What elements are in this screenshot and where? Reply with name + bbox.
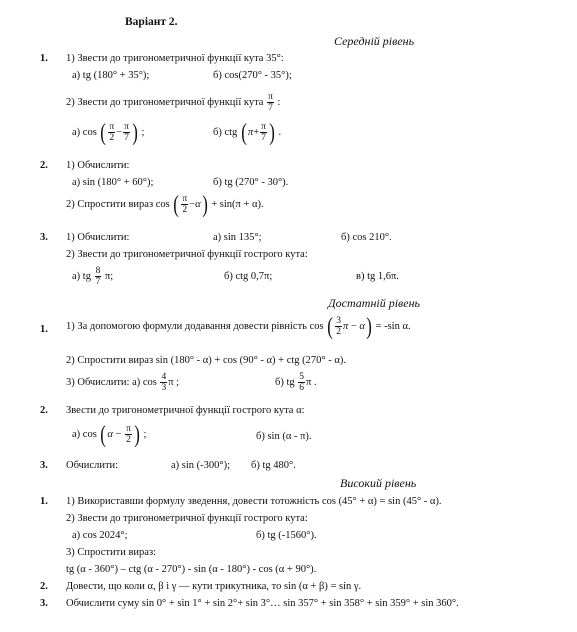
task-number: 1. [40,324,48,335]
option-b: б) ctg (π+ $\frac{\pi}{7}$ ) . [213,119,282,146]
fraction: $\frac{\pi}{7}$ [124,122,129,143]
expression: tg (α - 360°) – ctg (α - 270°) - sin (α - 180°) - cos (α + 90°). [66,564,317,575]
option-a-label: а) tg [72,270,91,282]
option-b: б) tg (-1560°). [256,530,317,541]
option-a: а) tg $\frac{8}{7}$ π; [72,266,114,287]
task-number: 2. [40,581,48,592]
task-text: Обчислити: [66,460,119,471]
option-a: а) sin 135°; [213,232,262,243]
option-a: а) sin (180° + 60°); [72,177,154,188]
option-b: б) tg (270° - 30°). [213,177,289,188]
task-text: 2) Спростити вираз sin (180° - α) + cos (90° - α) + ctg (270° - α). [66,355,346,366]
level-high-heading: Високий рівень [340,476,417,490]
task-text: Обчислити суму sin 0° + sin 1° + sin 2°+ sin 3°… sin 357° + sin 358° + sin 359° + sin 360°. [66,598,459,609]
option-a: а) sin (-300°); [171,460,231,471]
option-b-label: б) tg [275,376,295,388]
level-medium-heading: Середній рівень [334,34,415,48]
task-text: 2) Спростити вираз cos ( $\frac{\pi}{2}$ −α) + sin(π + α). [66,191,264,218]
task-text: 2) Звести до тригонометричної функції гострого кута: [66,249,308,260]
task-text: 2) Звести до тригонометричної функції гострого кута: [66,513,308,524]
option-b: б) cos(270° - 35°); [213,70,292,81]
fraction: $\frac{8}{7}$ [95,266,101,287]
option-a: а) tg (180° + 35°); [72,70,150,81]
task-text: 2) Звести до тригонометричної функції кута $\frac{\pi}{7}$ : [66,92,281,113]
fraction: $\frac{\pi}{7}$ [261,122,266,143]
option-b: б) tg $\frac{5}{6}$ π . [275,372,317,393]
task-number: 1. [40,53,48,64]
task-text: 1) Обчислити: [66,160,130,171]
task-number: 3. [40,598,48,609]
option-a: а) cos 2024°; [72,530,128,541]
fraction: $\frac{5}{6}$ [299,372,305,393]
option-b: б) sin (α - π). [256,431,312,442]
task-text-label: 2) Звести до тригонометричної функції кута [66,96,264,108]
task-number: 2. [40,405,48,416]
task-text: Довести, що коли α, β і γ — кути трикутника, то sin (α + β) = sin γ. [66,581,362,592]
task-text-label: 2) Спростити вираз cos [66,198,170,210]
task-text: Звести до тригонометричної функції гострого кута α: [66,405,305,416]
option-a: а) cos (α − $\frac{\pi}{2}$ ) ; [72,421,147,448]
fraction: $\frac{3}{2}$ [336,316,341,337]
option-b: б) cos 210°. [341,232,392,243]
task-text-label: 3) Обчислити: [66,376,130,388]
option-b: б) tg 480°. [251,460,296,471]
page-title: Варіант 2. [125,16,178,28]
task-text: 1) Використавши формулу зведення, довести тотожність cos (45° + α) = sin (45° - α). [66,496,442,507]
task-text-label: 1) За допомогою формули додавання довести рівність cos [66,320,324,332]
task-number: 1. [40,496,48,507]
option-a-label: а) cos [72,126,97,138]
option-b-label: б) ctg [213,126,238,138]
task-text: 1) Звести до тригонометричної функції кута 35°: [66,53,284,64]
task-text: 1) Обчислити: [66,232,130,243]
option-a-label: а) cos [132,376,157,388]
fraction: $\frac{\pi}{7}$ [268,92,273,113]
task-number: 2. [40,160,48,171]
task-number: 3. [40,232,48,243]
option-a: а) cos ( $\frac{\pi}{2}$ − $\frac{\pi}{7}$ ) ; [72,119,145,146]
fraction: $\frac{\pi}{2}$ [182,194,188,215]
option-a-label: а) cos [72,428,97,440]
task-text: 3) Обчислити: а) cos $\frac{4}{3}$ π ; [66,372,180,393]
level-sufficient-heading: Достатній рівень [328,296,421,310]
option-b: б) ctg 0,7π; [224,271,273,282]
option-c: в) tg 1,6π. [356,271,399,282]
fraction: $\frac{\pi}{2}$ [109,122,115,143]
task-text: 1) За допомогою формули додавання довести рівність cos ( $\frac{3}{2}$ π − α) = -sin α. [66,313,411,340]
task-text: 3) Спростити вираз: [66,547,157,558]
fraction: $\frac{\pi}{2}$ [126,424,131,445]
task-number: 3. [40,460,48,471]
fraction: $\frac{4}{3}$ [161,372,167,393]
